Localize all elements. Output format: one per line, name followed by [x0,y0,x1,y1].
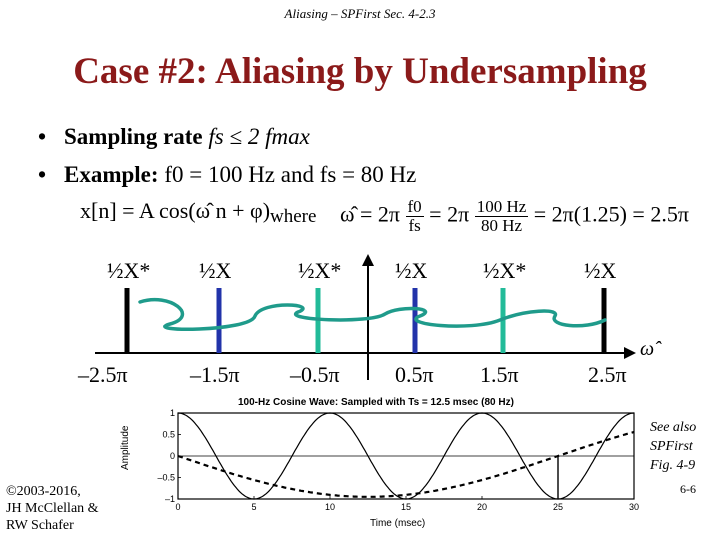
bullet-dot: • [38,162,47,187]
equals-2pi: = 2π [429,201,470,227]
slide-title: Case #2: Aliasing by Undersampling [73,51,647,92]
axis-arrow-right [624,347,636,359]
spectrum-line-label: ½X* [483,258,527,283]
y-tick-label: –0.5 [157,472,175,483]
spectrum-tick-label: 2.5π [588,362,627,387]
bullet-math: fs ≤ 2 fmax [208,124,310,149]
x-tick-label: 30 [628,502,640,512]
x-tick-label: 15 [400,502,412,512]
x-tick-label: 0 [175,502,181,512]
spectrum-diagram [0,250,720,390]
y-tick-label: 1 [169,408,175,418]
x-tick-label: 25 [552,502,564,512]
spectrum-line-label: ½X [199,258,232,283]
y-tick-label: 0 [169,451,175,461]
signal-formula: x[n] = A cos(ω̂ n + φ) [80,198,271,223]
cosine-wave-plot [150,405,650,520]
x-tick-label: 5 [251,502,257,512]
spectrum-tick-label: 0.5π [395,362,434,387]
x-tick-label: 20 [476,502,488,512]
bullet-example [38,162,416,188]
spectrum-line-label: ½X* [298,258,342,283]
bullet-sampling-rate [38,124,310,150]
omega-hat-result: = 2π(1.25) = 2.5π [533,201,689,227]
hz-fraction: $\frac{100 Hz}{80 Hz}$ [476,197,527,235]
x-tick-label: 10 [324,502,336,512]
bullet-math: f0 = 100 Hz and fs = 80 Hz [164,162,417,187]
spectrum-tick-label: 1.5π [480,362,519,387]
aliasing-squiggle-path [140,300,605,330]
y-tick-label: 0.5 [162,429,175,440]
spectrum-tick-label: –2.5π [78,362,128,387]
omega-hat-lhs: ω̂ = 2π [340,201,400,227]
see-also-note: See also SPFirst Fig. 4-9 [650,420,697,473]
copyright-credit: ©2003-2016, JH McClellan & RW Schafer [6,484,99,533]
plot-title: 100-Hz Cosine Wave: Sampled with Ts = 12.5 msec (80 Hz) [238,397,514,408]
bullet-text: Sampling rate [64,124,209,149]
spectrum-tick-label: –1.5π [190,362,240,387]
slide-header: Aliasing – SPFirst Sec. 4-2.3 [284,6,436,21]
spectrum-line-label: ½X* [107,258,151,283]
spectrum-line-label: ½X [395,258,428,283]
spectrum-line-label: ½X [584,258,617,283]
f0-over-fs-fraction: $\frac{f0}{fs}$ [407,197,422,235]
page-number: 6-6 [680,482,696,496]
where-label: where [270,206,317,227]
plot-xlabel: Time (msec) [370,518,426,529]
spectrum-tick-label: –0.5π [290,362,340,387]
bullet-text: Example: [64,162,165,187]
alias-wave-dashed-line [178,432,634,497]
omega-hat-formula [340,198,689,235]
bullet-dot: • [38,124,47,149]
y-tick-label: –1 [164,494,175,504]
omega-axis-label: ω̂ [640,338,655,360]
plot-ylabel: Amplitude [120,425,131,470]
axis-arrow-up [362,254,374,266]
